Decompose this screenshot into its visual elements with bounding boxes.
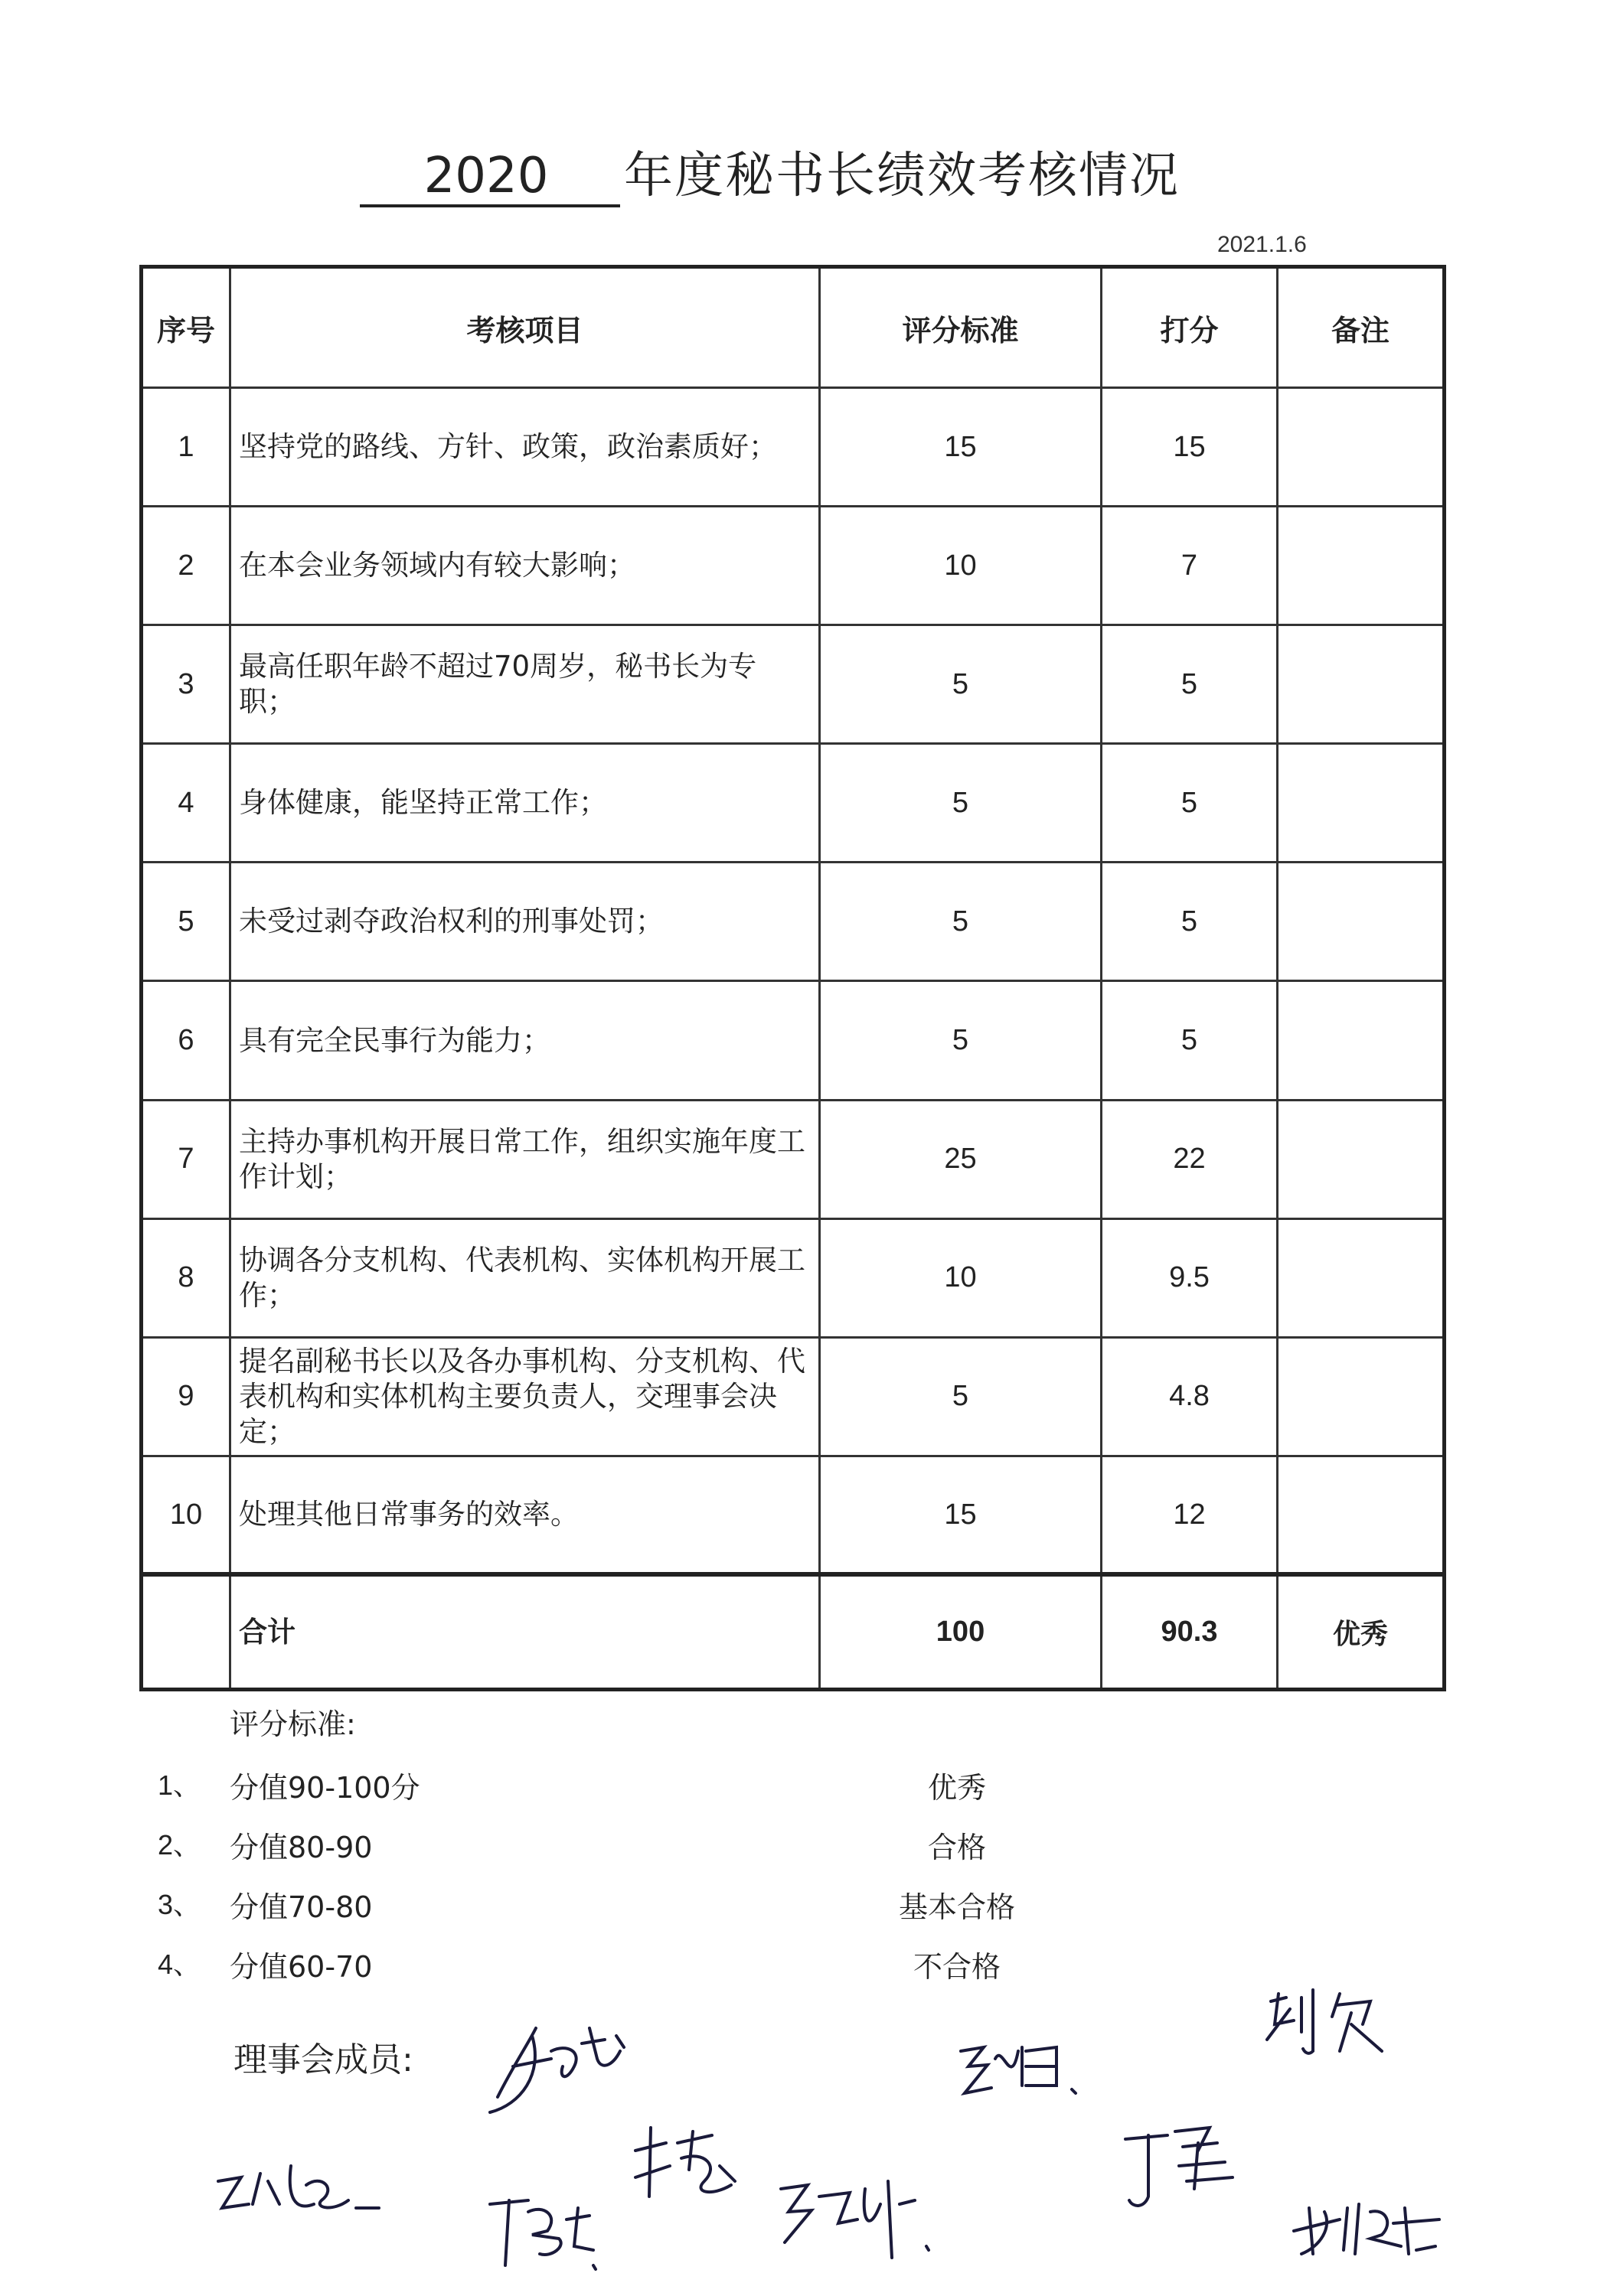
- table-row: [142, 625, 1445, 744]
- row-no: 1: [142, 388, 230, 507]
- table-row: [142, 507, 1445, 625]
- title-underline: [360, 204, 620, 207]
- row-no: 9: [142, 1337, 230, 1456]
- row-standard: 5: [820, 863, 1102, 981]
- row-no: 5: [142, 863, 230, 981]
- header-item: 考核项目: [230, 267, 820, 388]
- total-note: 优秀: [1278, 1574, 1445, 1689]
- total-standard: 100: [820, 1574, 1102, 1689]
- standard-index: 1、: [158, 1769, 201, 1801]
- row-note: [1278, 625, 1445, 744]
- table-row: [142, 1337, 1445, 1456]
- row-note: [1278, 507, 1445, 625]
- row-note: [1278, 388, 1445, 507]
- table-row: [142, 1100, 1445, 1218]
- signature-image: [207, 2143, 398, 2227]
- row-note: [1278, 1100, 1445, 1218]
- signature-image: [467, 2005, 643, 2120]
- standard-grade: 合格: [927, 1831, 986, 1864]
- standard-range: 分值60-70: [230, 1950, 373, 1984]
- row-standard: 5: [820, 1337, 1102, 1456]
- standard-grade: 基本合格: [898, 1890, 1015, 1924]
- row-no: 8: [142, 1218, 230, 1337]
- signature-image: [949, 2020, 1087, 2112]
- row-item: 在本会业务领域内有较大影响；: [230, 507, 820, 625]
- row-note: [1278, 1218, 1445, 1337]
- row-standard: 15: [820, 388, 1102, 507]
- row-no: 3: [142, 625, 230, 744]
- signature-image: [1278, 2177, 1455, 2269]
- row-no: 6: [142, 981, 230, 1100]
- row-score: 15: [1102, 388, 1278, 507]
- row-note: [1278, 981, 1445, 1100]
- row-note: [1278, 1456, 1445, 1574]
- row-item: 主持办事机构开展日常工作，组织实施年度工作计划；: [230, 1100, 820, 1218]
- scoring-standard-title: 评分标准:: [230, 1707, 356, 1741]
- row-item: 提名副秘书长以及各办事机构、分支机构、代表机构和实体机构主要负责人，交理事会决定；: [230, 1337, 820, 1456]
- row-item: 最高任职年龄不超过70周岁，秘书长为专职；: [230, 625, 820, 744]
- row-score: 12: [1102, 1456, 1278, 1574]
- row-no: 7: [142, 1100, 230, 1218]
- row-note: [1278, 1337, 1445, 1456]
- table-header-row: [142, 267, 1445, 388]
- row-score: 5: [1102, 981, 1278, 1100]
- row-standard: 15: [820, 1456, 1102, 1574]
- row-no: 4: [142, 744, 230, 863]
- header-note: 备注: [1278, 267, 1445, 388]
- row-standard: 5: [820, 744, 1102, 863]
- row-item: 身体健康，能坚持正常工作；: [230, 744, 820, 863]
- standard-index: 4、: [158, 1949, 201, 1980]
- standard-index: 3、: [158, 1889, 201, 1920]
- signature-image: [475, 2174, 605, 2281]
- row-standard: 25: [820, 1100, 1102, 1218]
- signature-image: [766, 2158, 942, 2265]
- standard-index: 2、: [158, 1829, 201, 1861]
- row-no: 10: [142, 1456, 230, 1574]
- signature-image: [1110, 2105, 1248, 2227]
- standard-grade: 不合格: [913, 1950, 1001, 1984]
- total-label: 合计: [230, 1574, 820, 1689]
- scoring-standard-item: [0, 1883, 1623, 1929]
- board-members-label: 理事会成员:: [233, 2040, 413, 2079]
- row-standard: 5: [820, 981, 1102, 1100]
- document-title: [360, 142, 1309, 210]
- row-standard: 10: [820, 507, 1102, 625]
- row-item: 处理其他日常事务的效率。: [230, 1456, 820, 1574]
- row-standard: 5: [820, 625, 1102, 744]
- total-no: [142, 1574, 230, 1689]
- signature-image: [620, 2112, 743, 2212]
- table-row: [142, 388, 1445, 507]
- header-no: 序号: [142, 267, 230, 388]
- row-score: 5: [1102, 863, 1278, 981]
- standard-range: 分值80-90: [230, 1831, 373, 1864]
- table-row: [142, 744, 1445, 863]
- row-item: 协调各分支机构、代表机构、实体机构开展工作；: [230, 1218, 820, 1337]
- row-score: 7: [1102, 507, 1278, 625]
- row-standard: 10: [820, 1218, 1102, 1337]
- header-score: 打分: [1102, 267, 1278, 388]
- row-score: 22: [1102, 1100, 1278, 1218]
- row-score: 5: [1102, 744, 1278, 863]
- header-standard: 评分标准: [820, 267, 1102, 388]
- total-score: 90.3: [1102, 1574, 1278, 1689]
- row-item: 未受过剥夺政治权利的刑事处罚；: [230, 863, 820, 981]
- assessment-table: [139, 265, 1446, 1691]
- scoring-standard-item: [0, 1764, 1623, 1810]
- table-row: [142, 1456, 1445, 1574]
- row-note: [1278, 863, 1445, 981]
- row-item: 具有完全民事行为能力；: [230, 981, 820, 1100]
- title-text: 年度秘书长绩效考核情况: [624, 148, 1180, 204]
- row-score: 5: [1102, 625, 1278, 744]
- row-score: 9.5: [1102, 1218, 1278, 1337]
- table-row: [142, 981, 1445, 1100]
- row-note: [1278, 744, 1445, 863]
- row-score: 4.8: [1102, 1337, 1278, 1456]
- scoring-standard-item: [0, 1824, 1623, 1870]
- table-total-row: [142, 1574, 1445, 1689]
- row-item: 坚持党的路线、方针、政策，政治素质好；: [230, 388, 820, 507]
- document-date: 2021.1.6: [1217, 232, 1307, 257]
- row-no: 2: [142, 507, 230, 625]
- signature-image: [1256, 1978, 1401, 2063]
- standard-range: 分值70-80: [230, 1890, 373, 1924]
- standard-grade: 优秀: [927, 1771, 986, 1805]
- table-row: [142, 1218, 1445, 1337]
- title-year: 2020: [423, 148, 549, 204]
- standard-range: 分值90-100分: [230, 1771, 420, 1805]
- table-row: [142, 863, 1445, 981]
